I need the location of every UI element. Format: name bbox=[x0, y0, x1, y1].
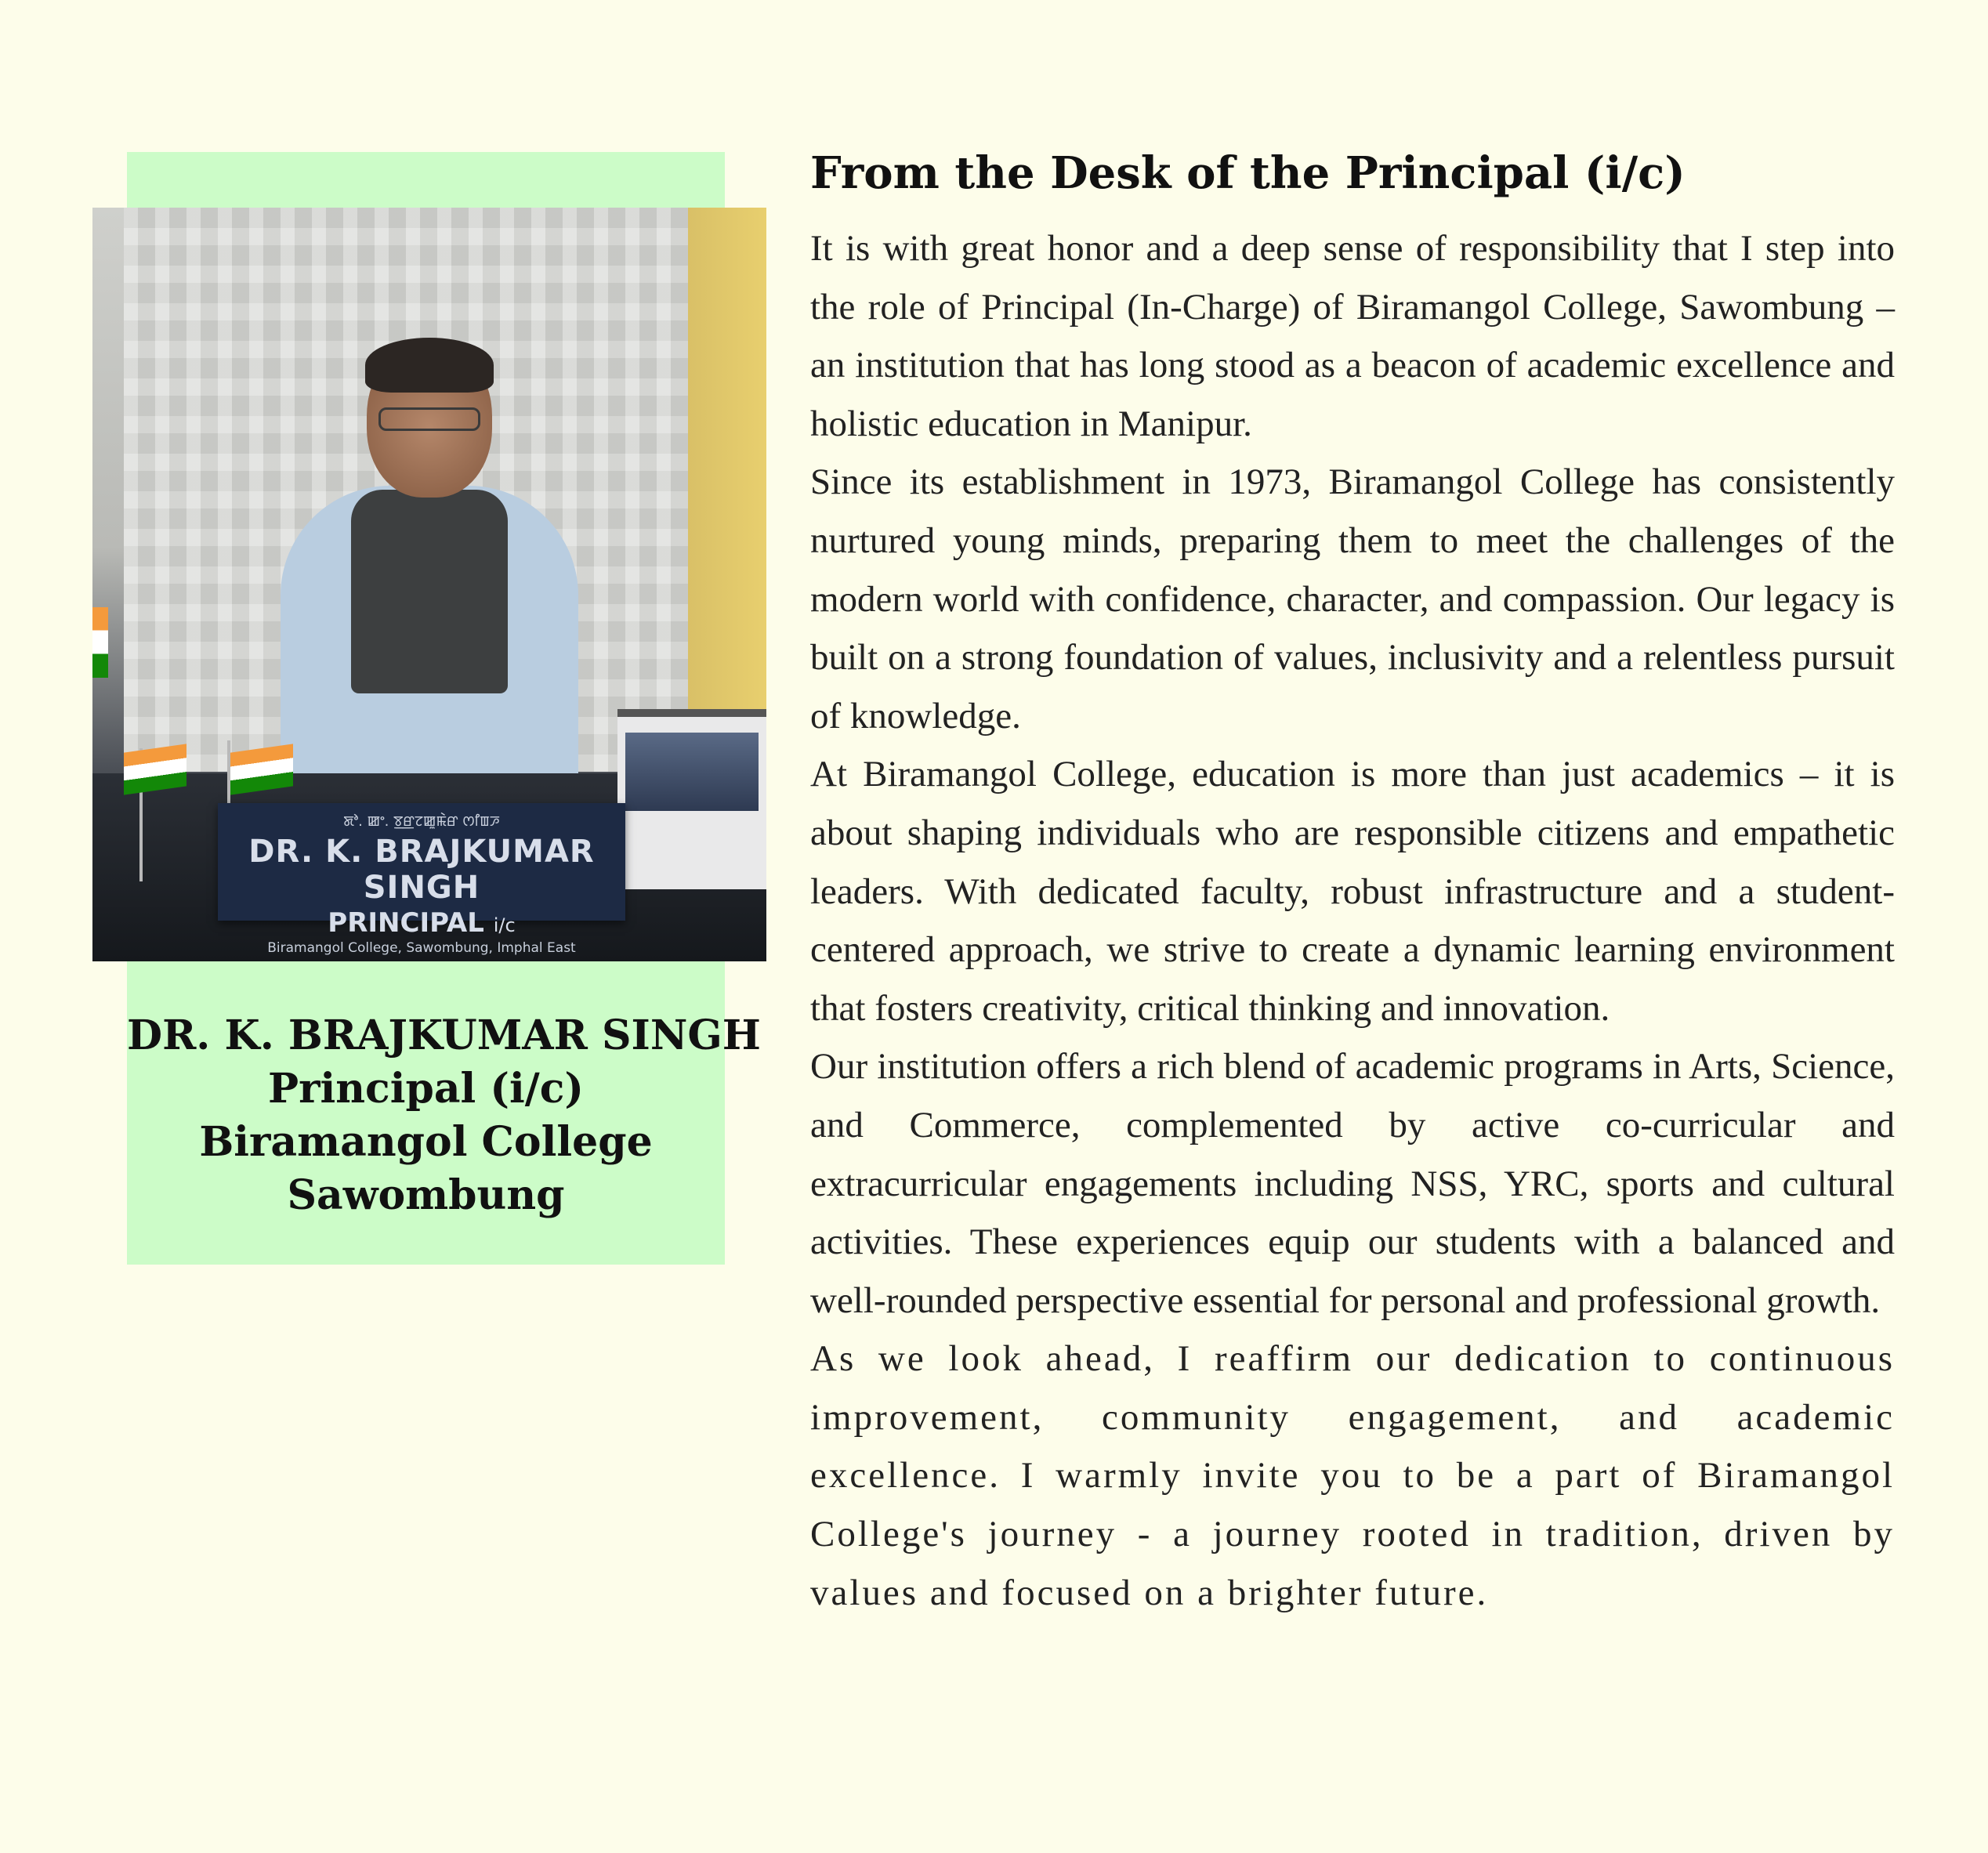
principal-photo bbox=[92, 208, 766, 961]
vest bbox=[351, 490, 508, 693]
message-paragraph: As we look ahead, I reaffirm our dedication to continuous improvement, community engagement, and academic excellence. I warmly invite you to be a part of Biramangol College's journey - a journey rooted in tradition, driven by values and focused on a brighter future. bbox=[810, 1338, 1895, 1613]
principal-figure bbox=[281, 341, 578, 827]
yellow-wall bbox=[688, 208, 766, 772]
flag-icon bbox=[124, 744, 186, 794]
nameplate-subtitle: Biramangol College, Sawombung, Imphal East bbox=[267, 940, 576, 956]
caption-college: Biramangol College bbox=[199, 1118, 653, 1166]
nameplate-title-suffix: i/c bbox=[493, 914, 516, 936]
flag-icon bbox=[230, 744, 293, 794]
hair bbox=[365, 338, 494, 393]
profile-caption bbox=[127, 1009, 761, 1222]
flag-icon bbox=[92, 607, 108, 678]
nameplate bbox=[218, 803, 625, 956]
nameplate-title bbox=[218, 907, 625, 939]
calendar-photo bbox=[625, 733, 759, 811]
nameplate-name: DR. K. BRAJKUMAR SINGH bbox=[248, 834, 595, 906]
message-heading: From the Desk of the Principal (i/c) bbox=[810, 147, 1686, 199]
message-paragraph: At Biramangol College, education is more than just academics – it is about shaping individuals who are responsible citizens and empathetic leaders. With dedicated faculty, robust infrastructure and a student-centered approach, we strive to create a dynamic learning environment that fosters creativity, critical thinking and innovation. bbox=[810, 754, 1895, 1029]
message-paragraph: Our institution offers a rich blend of academic programs in Arts, Science, and Commerce, complemented by active co-curricular and extracurricular engagements including NSS, YRC, sports and cultural activities. These experiences equip our students with a balanced and well-rounded perspective essential for personal and professional growth. bbox=[810, 1046, 1895, 1321]
caption-name: DR. K. BRAJKUMAR SINGH bbox=[127, 1012, 761, 1059]
message-paragraph: Since its establishment in 1973, Biramangol College has consistently nurtured young minds, preparing them to meet the challenges of the modern world with confidence, character, and compassion. Our legacy is built on a strong foundation of values, inclusivity and a relentless pursuit of knowledge. bbox=[810, 461, 1895, 736]
nameplate-title-main: PRINCIPAL bbox=[328, 907, 484, 939]
nameplate-native-name: ꯗꯣ. ꯀꯦ. ꯕ꯭ꯔꯖꯀꯨꯃꯥꯔ ꯁꯤꯡꯍ bbox=[343, 813, 500, 830]
message-paragraph: It is with great honor and a deep sense of responsibility that I step into the role of Principal (In-Charge) of Biramangol College, Sawombung – an institution that has long stood as a beacon of academic excellence and holistic education in Manipur. bbox=[810, 228, 1895, 444]
glasses bbox=[378, 407, 480, 431]
desk-calendar bbox=[617, 709, 766, 889]
caption-role: Principal (i/c) bbox=[268, 1065, 584, 1113]
message-body bbox=[810, 219, 1895, 1622]
caption-place: Sawombung bbox=[287, 1171, 565, 1219]
